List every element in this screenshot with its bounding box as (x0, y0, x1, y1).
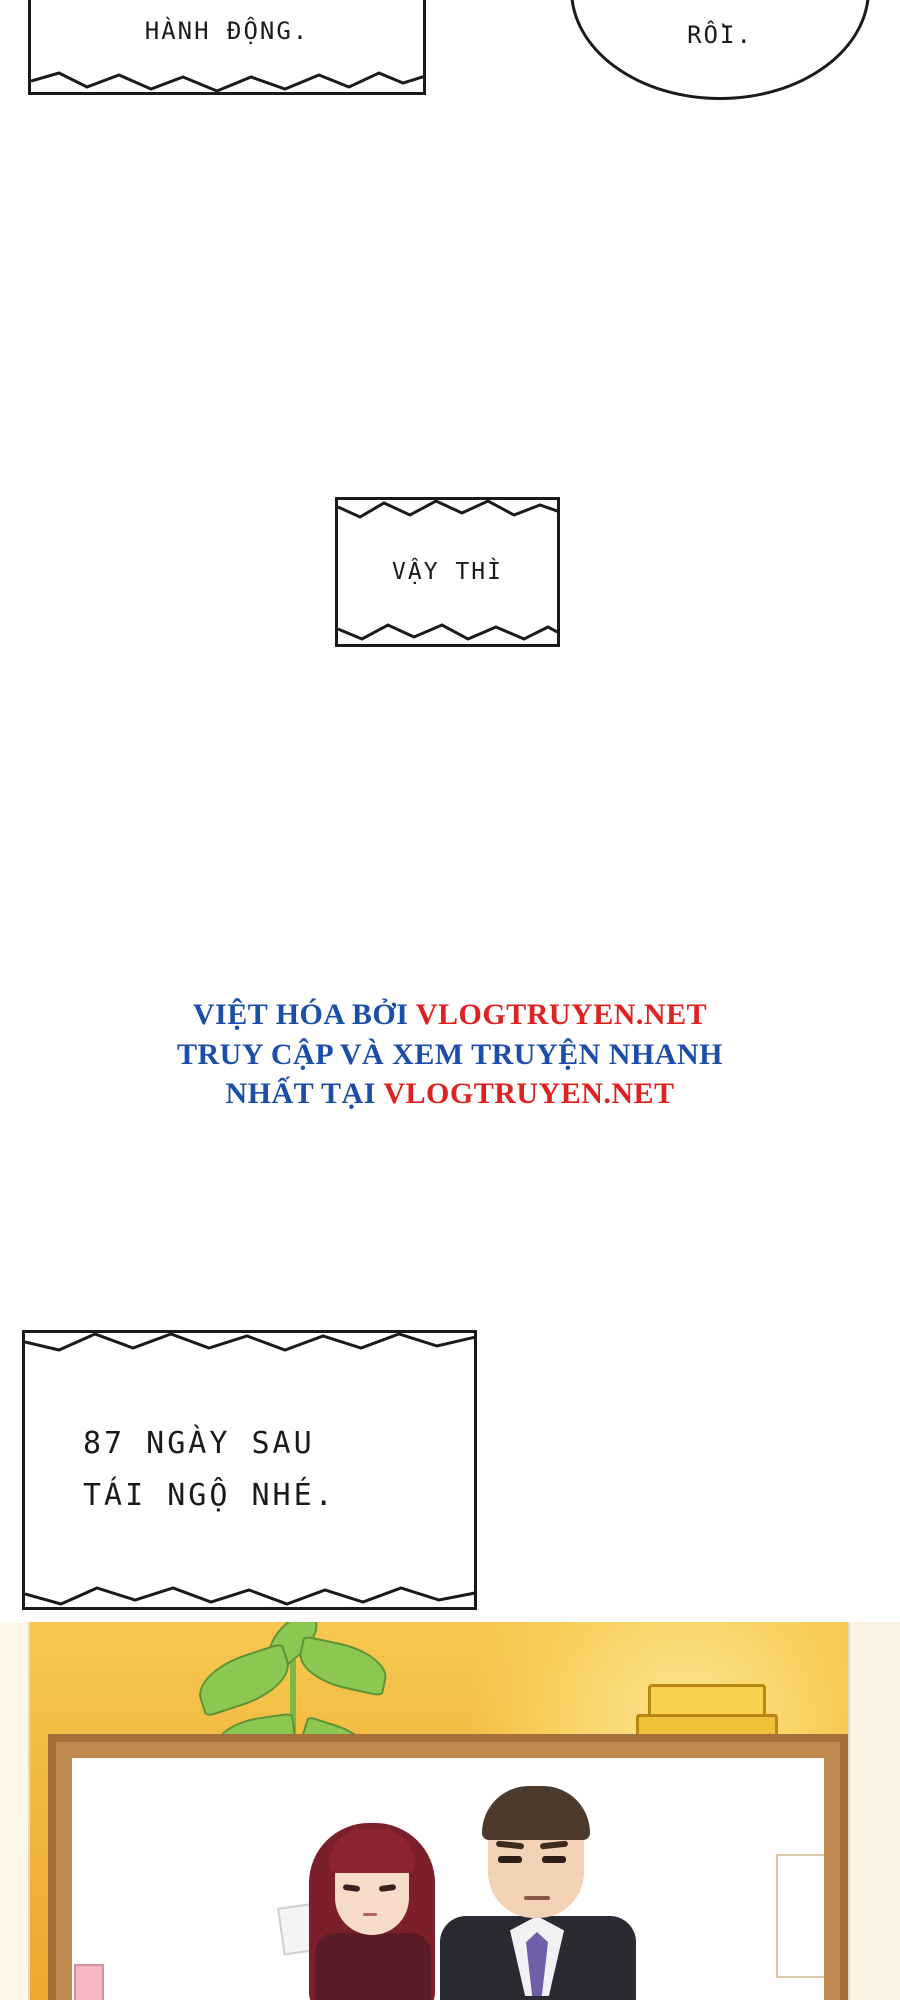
bubble-jagged-bottom-edge (31, 69, 423, 95)
picture-frame (48, 1734, 848, 2000)
right-wall (848, 1622, 900, 2000)
bubble-jagged-top-edge (338, 497, 557, 523)
man-mouth (524, 1896, 550, 1900)
bubble-jagged-bottom-edge (338, 621, 557, 647)
speech-bubble-87-line-1: 87 NGÀY SAU (83, 1425, 315, 1461)
speech-bubble-roi (570, 0, 870, 100)
watermark-line-1 (0, 995, 900, 1035)
man-hair (482, 1786, 590, 1840)
speech-bubble-vay-thi (335, 497, 560, 647)
bubble-jagged-bottom-edge (25, 1584, 474, 1610)
plant-leaf (191, 1642, 297, 1717)
wall-paper (776, 1854, 824, 1978)
speech-bubble-roi-text: RỒI. (687, 21, 753, 49)
bubble-jagged-top-edge (25, 1330, 474, 1356)
watermark-site-link-2: VLOGTRUYEN.NET (383, 1077, 675, 1111)
speech-bubble-vay-thi-text: VẬY THÌ (392, 559, 503, 585)
speech-bubble-87-ngay-sau (22, 1330, 477, 1610)
woman-mouth (363, 1913, 377, 1916)
watermark-line-3-prefix: NHẤT TẠI (225, 1077, 384, 1111)
character-man (432, 1780, 647, 2000)
speech-bubble-hanh-dong-text: HÀNH ĐỘNG. (144, 16, 310, 45)
speech-bubble-hanh-dong (28, 0, 426, 95)
watermark-site-link-1: VLOGTRUYEN.NET (415, 998, 708, 1031)
watermark-line-3 (0, 1074, 900, 1114)
left-wall (0, 1622, 30, 2000)
illustration-panel (0, 1622, 900, 2000)
man-eye-right (542, 1856, 566, 1863)
watermark-line-1-prefix: VIỆT HÓA BỞI (192, 998, 416, 1031)
speech-bubble-87-line-2: TÁI NGỘ NHÉ. (83, 1478, 336, 1513)
pink-sticky-note (74, 1964, 104, 2000)
woman-body (315, 1933, 431, 2000)
watermark (0, 995, 900, 1114)
picture-frame-photo (72, 1758, 824, 2000)
speech-bubble-87-text (83, 1418, 336, 1523)
watermark-line-2: TRUY CẬP VÀ XEM TRUYỆN NHANH (177, 1037, 723, 1071)
plant-leaf (294, 1635, 391, 1697)
man-eye-left (498, 1856, 522, 1863)
